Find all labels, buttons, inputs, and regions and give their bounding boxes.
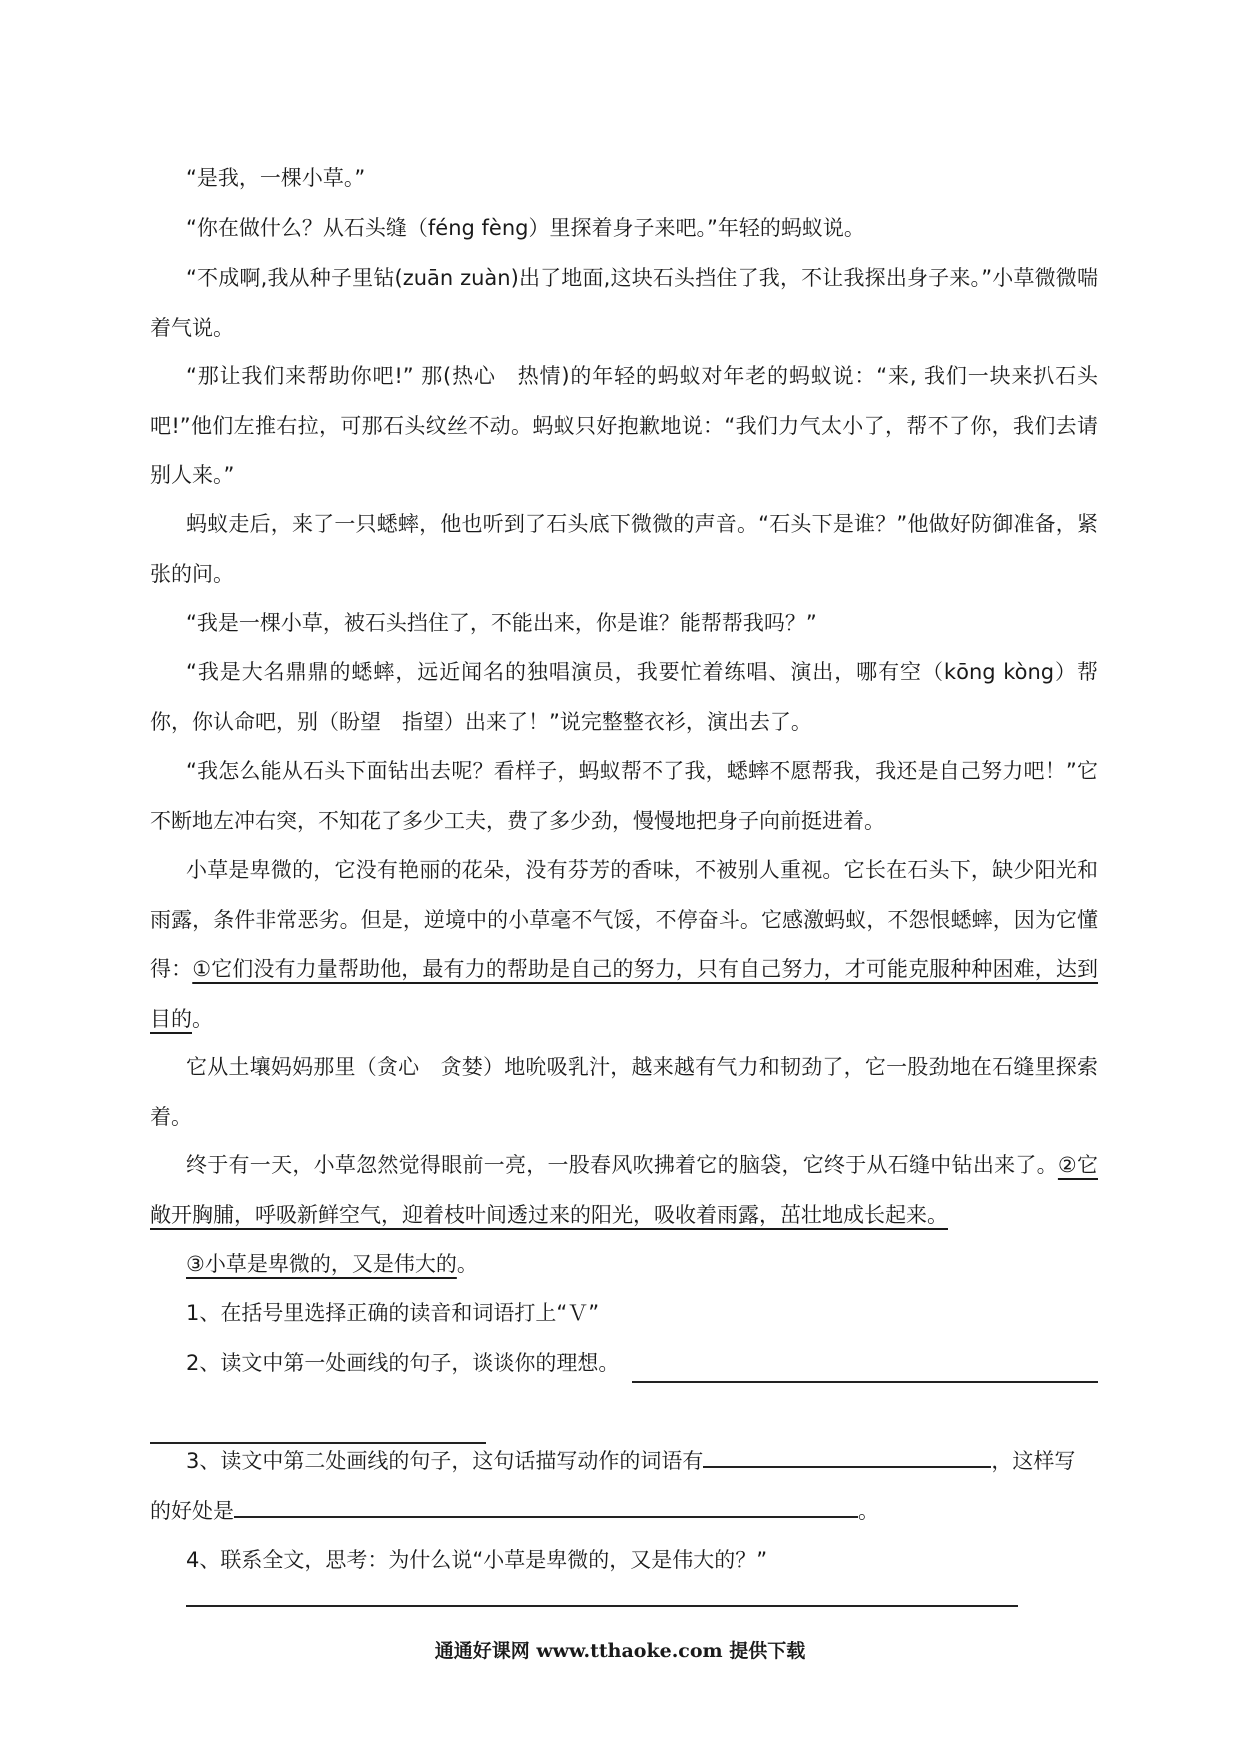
answer-line[interactable] [632,1381,1098,1383]
paragraph-1 [150,154,1098,204]
paragraph-text: “不成啊,我从种子里钻(zuān zuàn)出了地面,这块石头挡住了我，不让我探出身子来。”小草微微喘着气说。 [150,266,1098,340]
question-3 [150,1437,1098,1487]
question-text: 3、读文中第二处画线的句子，这句话描写动作的词语有 [186,1449,704,1473]
paragraph-9 [150,846,1098,1044]
question-1 [150,1289,1098,1339]
answer-blank[interactable] [234,1490,858,1518]
paragraph-10 [150,1043,1098,1142]
paragraph-text: “我怎么能从石头下面钻出去呢？看样子，蚂蚁帮不了我，蟋蟀不愿帮我，我还是自己努力吧！”它不断地左冲右突，不知花了多少工夫，费了多少劲，慢慢地把身子向前挺进着。 [150,759,1098,833]
paragraph-5 [150,500,1098,599]
paragraph-12 [150,1240,1098,1290]
paragraph-7 [150,648,1098,747]
underlined-sentence-1: ①它们没有力量帮助他，最有力的帮助是自己的努力，只有自己努力，才可能克服种种困难，达到目的 [150,957,1099,1031]
paragraph-text: “我是大名鼎鼎的蟋蟀，远近闻名的独唱演员，我要忙着练唱、演出，哪有空（kōng kòng）帮你，你认命吧，别（盼望 指望）出来了！”说完整整衣衫，演出去了。 [150,660,1098,734]
underlined-sentence-2: ②它敞开胸脯，呼吸新鲜空气，迎着枝叶间透过来的阳光，吸收着雨露，茁壮地成长起来。 [150,1153,1098,1227]
paragraph-text: 终于有一天，小草忽然觉得眼前一亮，一股春风吹拂着它的脑袋，它终于从石缝中钻出来了。 [186,1153,1058,1177]
paragraph-2 [150,204,1098,254]
question-text: ，这样写 [991,1449,1076,1473]
question-text: 1、在括号里选择正确的读音和词语打上“Ｖ” [186,1301,600,1325]
paragraph-6 [150,599,1098,649]
question-4 [150,1536,1098,1586]
paragraph-text: “你在做什么？从石头缝（féng fèng）里探着身子来吧。”年轻的蚂蚁说。 [186,216,865,240]
paragraph-3 [150,254,1098,353]
paragraph-11 [150,1141,1098,1240]
paragraph-text: 。 [192,1006,213,1031]
paragraph-text: 它从土壤妈妈那里（贪心 贪婪）地吮吸乳汁，越来越有气力和韧劲了，它一股劲地在石缝里探索着。 [150,1055,1098,1129]
question-text: 的好处是 [150,1499,234,1523]
page-footer: 通通好课网 www.tthaoke.com 提供下载 [434,1640,806,1662]
paragraph-text: 。 [456,1252,478,1276]
paragraph-4 [150,352,1098,501]
paragraph-text: “那让我们来帮助你吧!” 那(热心 热情)的年轻的蚂蚁对年老的蚂蚁说：“来, 我们一块来扒石头吧!”他们左推右拉，可那石头纹丝不动。蚂蚁只好抱歉地说：“我们力气太小了，帮不了你，我们去请别人来。” [150,364,1098,487]
answer-blank[interactable] [703,1440,991,1468]
answer-line[interactable] [186,1605,1018,1607]
question-text: 2、读文中第一处画线的句子，谈谈你的理想。 [186,1351,620,1375]
paragraph-text: “我是一棵小草，被石头挡住了，不能出来，你是谁？能帮帮我吗？” [186,611,817,635]
paragraph-text: 蚂蚁走后，来了一只蟋蟀，他也听到了石头底下微微的声音。“石头下是谁？”他做好防御准备，紧张的问。 [150,512,1098,586]
underlined-sentence-3: ③小草是卑微的，又是伟大的 [186,1252,457,1276]
question-text: 4、联系全文，思考：为什么说“小草是卑微的，又是伟大的？” [186,1548,768,1572]
paragraph-text: “是我，一棵小草。” [186,166,366,190]
paragraph-8 [150,747,1098,846]
paragraph-text: 小草是卑微的，它没有艳丽的花朵，没有芬芳的香味，不被别人重视。它长在石头下，缺少阳光和雨露，条件非常恶劣。但是，逆境中的小草毫不气馁，不停奋斗。它感激蚂蚁，不怨恨蟋蟀，因为它懂得： [150,858,1098,981]
question-3-continued [150,1487,1098,1537]
question-text: 。 [858,1499,879,1523]
